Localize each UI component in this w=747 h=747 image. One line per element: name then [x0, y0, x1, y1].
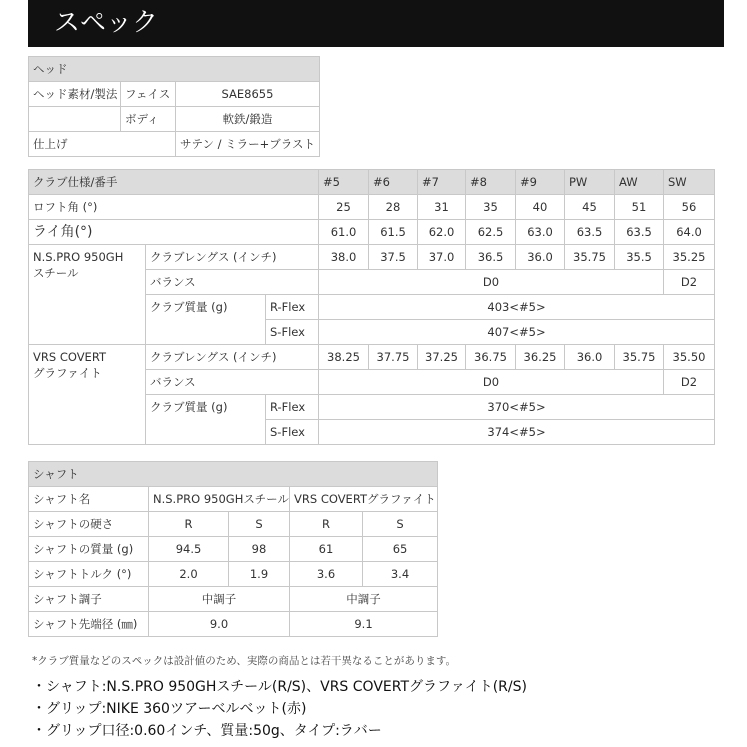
shaft-mass-value: 98 — [229, 537, 290, 562]
vrs-sflex-label: S-Flex — [266, 420, 319, 445]
shaft-hardness-value: S — [363, 512, 438, 537]
head-material-label: ヘッド素材/製法 — [29, 82, 121, 107]
ns-length-value: 38.0 — [319, 245, 369, 270]
shaft-kick-label: シャフト調子 — [29, 587, 149, 612]
head-spec-table — [28, 56, 320, 157]
loft-value: 35 — [466, 195, 516, 220]
ns-rflex-label: R-Flex — [266, 295, 319, 320]
shaft-torque-value: 1.9 — [229, 562, 290, 587]
vrs-length-value: 37.75 — [369, 345, 418, 370]
shaft-torque-value: 3.4 — [363, 562, 438, 587]
ns-length-value: 35.25 — [664, 245, 715, 270]
ns-length-value: 37.0 — [418, 245, 466, 270]
loft-value: 51 — [615, 195, 664, 220]
vrs-shaft-name-line2: グラファイト — [33, 366, 102, 380]
loft-value: 25 — [319, 195, 369, 220]
shaft-tip-label: シャフト先端径 (㎜) — [29, 612, 149, 637]
face-value: SAE8655 — [176, 82, 320, 107]
lie-value: 61.0 — [319, 220, 369, 245]
ns-balance-value: D0 — [319, 270, 664, 295]
ns-length-value: 36.5 — [466, 245, 516, 270]
ns-balance-label: バランス — [146, 270, 319, 295]
ns-length-value: 37.5 — [369, 245, 418, 270]
loft-value: 31 — [418, 195, 466, 220]
vrs-length-value: 37.25 — [418, 345, 466, 370]
shaft-name-ns: N.S.PRO 950GHスチール — [149, 487, 290, 512]
loft-value: 56 — [664, 195, 715, 220]
ns-weight-r: 403<#5> — [319, 295, 715, 320]
page-title: スペック — [28, 0, 724, 47]
shaft-header: シャフト — [29, 462, 438, 487]
shaft-spec-table — [28, 461, 438, 637]
shaft-hardness-value: S — [229, 512, 290, 537]
vrs-weight-label: クラブ質量 (g) — [146, 395, 266, 445]
body-value: 軟鉄/鍛造 — [176, 107, 320, 132]
loft-value: 45 — [565, 195, 615, 220]
lie-value: 63.5 — [615, 220, 664, 245]
shaft-hardness-value: R — [290, 512, 363, 537]
vrs-length-value: 35.50 — [664, 345, 715, 370]
club-spec-table — [28, 169, 715, 445]
ns-shaft-name-line2: スチール — [33, 266, 79, 280]
shaft-torque-value: 2.0 — [149, 562, 229, 587]
vrs-balance-sw: D2 — [664, 370, 715, 395]
shaft-tip-ns: 9.0 — [149, 612, 290, 637]
ns-weight-label: クラブ質量 (g) — [146, 295, 266, 345]
bullet-grip-size: ・グリップ口径:0.60インチ、質量:50g、タイプ:ラバー — [32, 723, 382, 739]
head-material-blank — [29, 107, 121, 132]
vrs-length-value: 38.25 — [319, 345, 369, 370]
vrs-shaft-name — [29, 345, 146, 445]
loft-label: ロフト角 (°) — [29, 195, 319, 220]
vrs-rflex-label: R-Flex — [266, 395, 319, 420]
club-number: #6 — [369, 170, 418, 195]
shaft-kick-vrs: 中調子 — [290, 587, 438, 612]
vrs-length-label: クラブレングス (インチ) — [146, 345, 319, 370]
lie-value: 61.5 — [369, 220, 418, 245]
ns-weight-s: 407<#5> — [319, 320, 715, 345]
vrs-length-value: 36.75 — [466, 345, 516, 370]
shaft-kick-ns: 中調子 — [149, 587, 290, 612]
loft-value: 28 — [369, 195, 418, 220]
finish-value: サテン / ミラー+ブラスト — [176, 132, 320, 157]
club-number: SW — [664, 170, 715, 195]
spec-note: *クラブ質量などのスペックは設計値のため、実際の商品とは若干異なることがあります。 — [32, 655, 456, 667]
body-label: ボディ — [121, 107, 176, 132]
lie-value: 64.0 — [664, 220, 715, 245]
shaft-name-label: シャフト名 — [29, 487, 149, 512]
shaft-mass-value: 65 — [363, 537, 438, 562]
ns-sflex-label: S-Flex — [266, 320, 319, 345]
finish-label: 仕上げ — [29, 132, 176, 157]
vrs-balance-label: バランス — [146, 370, 319, 395]
club-number: #7 — [418, 170, 466, 195]
vrs-weight-s: 374<#5> — [319, 420, 715, 445]
lie-value: 63.0 — [516, 220, 565, 245]
shaft-hardness-value: R — [149, 512, 229, 537]
shaft-torque-label: シャフトトルク (°) — [29, 562, 149, 587]
club-header: クラブ仕様/番手 — [29, 170, 319, 195]
loft-value: 40 — [516, 195, 565, 220]
club-number: PW — [565, 170, 615, 195]
shaft-name-vrs: VRS COVERTグラファイト — [290, 487, 438, 512]
shaft-mass-value: 94.5 — [149, 537, 229, 562]
shaft-mass-label: シャフトの質量 (g) — [29, 537, 149, 562]
lie-value: 63.5 — [565, 220, 615, 245]
face-label: フェイス — [121, 82, 176, 107]
ns-shaft-name-line1: N.S.PRO 950GH — [33, 250, 124, 264]
vrs-length-value: 36.25 — [516, 345, 565, 370]
vrs-length-value: 35.75 — [615, 345, 664, 370]
lie-value: 62.0 — [418, 220, 466, 245]
club-number: AW — [615, 170, 664, 195]
shaft-torque-value: 3.6 — [290, 562, 363, 587]
lie-value: 62.5 — [466, 220, 516, 245]
ns-length-label: クラブレングス (インチ) — [146, 245, 319, 270]
ns-length-value: 35.5 — [615, 245, 664, 270]
vrs-length-value: 36.0 — [565, 345, 615, 370]
lie-label: ライ角(°) — [29, 220, 319, 245]
ns-balance-sw: D2 — [664, 270, 715, 295]
vrs-balance-value: D0 — [319, 370, 664, 395]
club-number: #9 — [516, 170, 565, 195]
shaft-tip-vrs: 9.1 — [290, 612, 438, 637]
ns-length-value: 36.0 — [516, 245, 565, 270]
head-header: ヘッド — [29, 57, 320, 82]
vrs-weight-r: 370<#5> — [319, 395, 715, 420]
club-number: #8 — [466, 170, 516, 195]
shaft-mass-value: 61 — [290, 537, 363, 562]
club-number: #5 — [319, 170, 369, 195]
bullet-grip: ・グリップ:NIKE 360ツアーベルベット(赤) — [32, 701, 307, 717]
ns-length-value: 35.75 — [565, 245, 615, 270]
bullet-shaft: ・シャフト:N.S.PRO 950GHスチール(R/S)、VRS COVERTグラファイト(R/S) — [32, 679, 527, 695]
shaft-hardness-label: シャフトの硬さ — [29, 512, 149, 537]
ns-shaft-name — [29, 245, 146, 345]
vrs-shaft-name-line1: VRS COVERT — [33, 350, 107, 364]
